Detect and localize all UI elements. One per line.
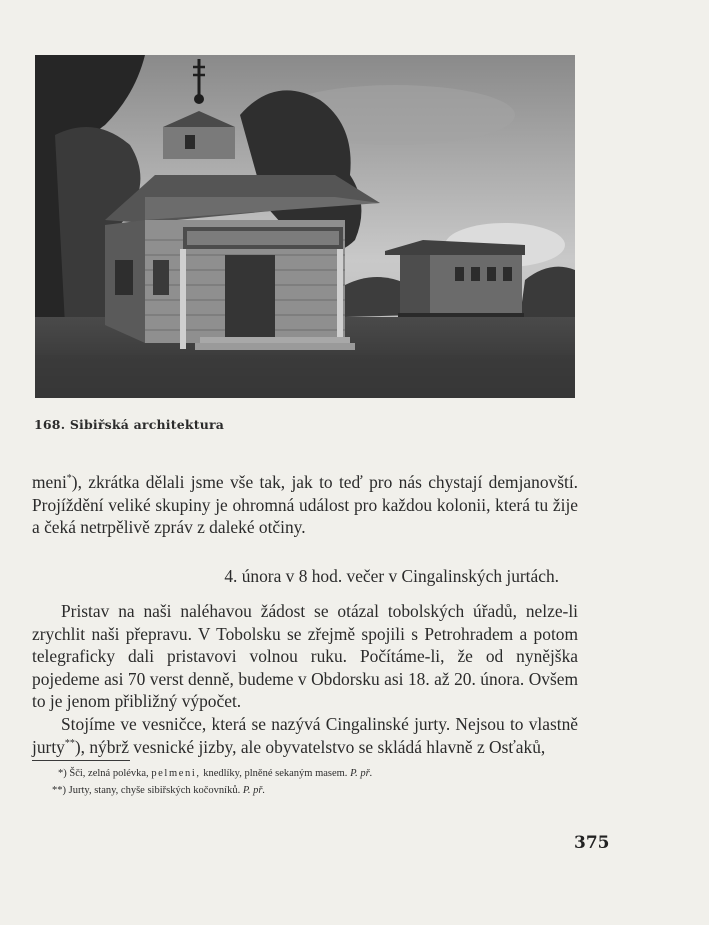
footnote-ref-2: ** xyxy=(64,737,75,749)
figure-title: Sibiřská architektura xyxy=(69,417,225,432)
footnote-1: *) Šči, zelná polévka, pelmeni, knedlíky, plněné sekaným masem. P. př. xyxy=(58,768,373,779)
figure-number: 168. xyxy=(34,417,66,432)
figure-caption xyxy=(34,417,224,432)
diary-date-heading: 4. února v 8 hod. večer v Cingalinských jurtách. xyxy=(224,566,559,586)
footnote-ref-1: * xyxy=(66,473,72,485)
paragraph-pristav: Pristav na naši naléhavou žádost se otázal tobolských úřadů, nelze-li zrychlit naši přepravu. V Tobolsku se zřejmě spojili s Petrohradem a potom telegraficky dali pristavovi volnou ruku. Počítáme-li, že od nynějška pojedeme asi 70 verst denně, budeme v Obdorsku asi 18. až 20. února. Ovšem to je jenom přibližný výpočet. xyxy=(32,601,578,712)
photo-illustration xyxy=(35,55,575,398)
wooden-church-photo xyxy=(35,55,575,398)
footnote-divider xyxy=(32,760,130,761)
page-number: 375 xyxy=(574,833,610,853)
paragraph-village: Stojíme ve vesničce, která se nazývá Cingalinské jurty. Nejsou to vlastně jurty**), nýbrž vesnické jizby, ale obyvatelstvo se skládá hlavně z Osťaků, xyxy=(32,714,578,757)
paragraph-continuation: meni*), zkrátka dělali jsme vše tak, jak to teď pro nás chystají demjanovští. Projíždění veliké skupiny je ohromná událost pro každou kolonii, která tu žije a čeká netrpělivě zpráv z daleké otčiny. xyxy=(32,472,578,538)
footnote-2: **) Jurty, stany, chyše sibiřských kočovníků. P. př. xyxy=(52,785,266,796)
footnotes xyxy=(32,765,552,799)
